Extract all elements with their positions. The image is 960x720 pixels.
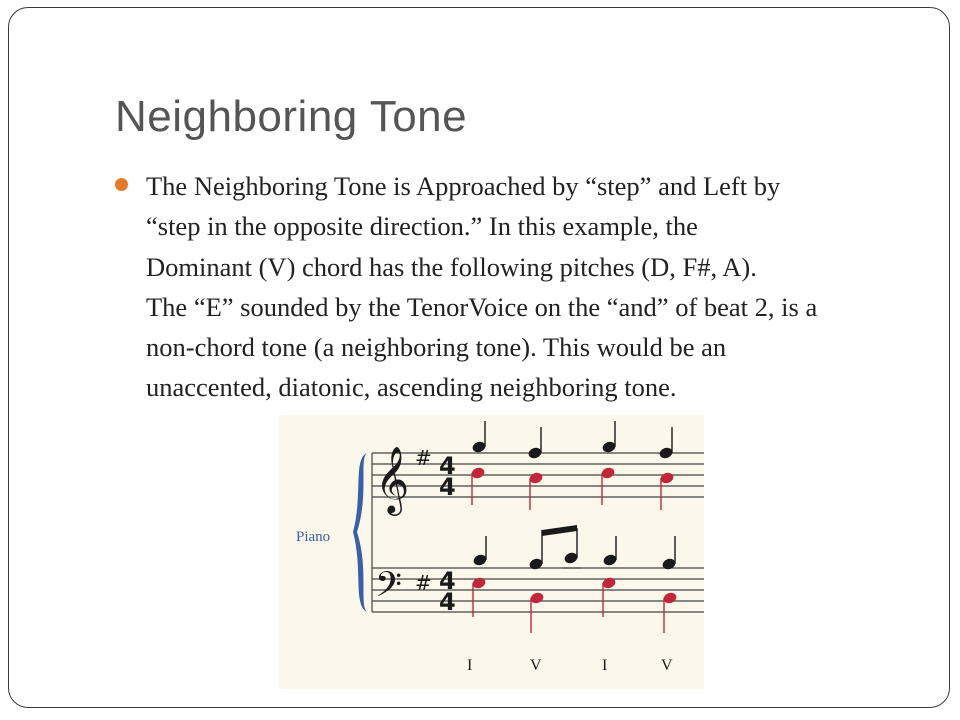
bass-clef-icon: 𝄢 [375, 564, 403, 613]
instrument-label: Piano [296, 529, 331, 545]
bullet-icon [115, 178, 128, 191]
bullet-line: “step in the opposite direction.” In this example, the [146, 211, 698, 242]
slide-title: Neighboring Tone [115, 92, 468, 141]
treble-time-bottom: 4 [439, 473, 456, 501]
roman-numeral: I [602, 657, 608, 674]
music-score-image [279, 415, 704, 689]
bullet-line: The Neighboring Tone is Approached by “step” and Left by [146, 171, 781, 201]
treble-time-top: 4 [439, 452, 456, 480]
roman-numeral: V [530, 657, 542, 674]
bullet-text [146, 166, 906, 408]
bass-key-signature: # [415, 571, 432, 595]
bass-time-bottom: 4 [439, 588, 456, 616]
roman-numeral: I [467, 657, 473, 674]
bullet-line: Dominant (V) chord has the following pitches (D, F#, A). [146, 251, 757, 282]
bullet-line: non-chord tone (a neighboring tone). This would be an [146, 332, 727, 363]
bullet-line: unaccented, diatonic, ascending neighboring tone. [146, 372, 677, 403]
roman-numeral: V [661, 657, 673, 674]
treble-key-signature: # [415, 446, 432, 470]
bullet-line: The “E” sounded by the TenorVoice on the “and” of beat 2, is a [146, 291, 818, 322]
treble-clef-icon: 𝄞 [375, 445, 410, 513]
brace-icon [353, 453, 367, 612]
bass-time-top: 4 [439, 567, 456, 595]
